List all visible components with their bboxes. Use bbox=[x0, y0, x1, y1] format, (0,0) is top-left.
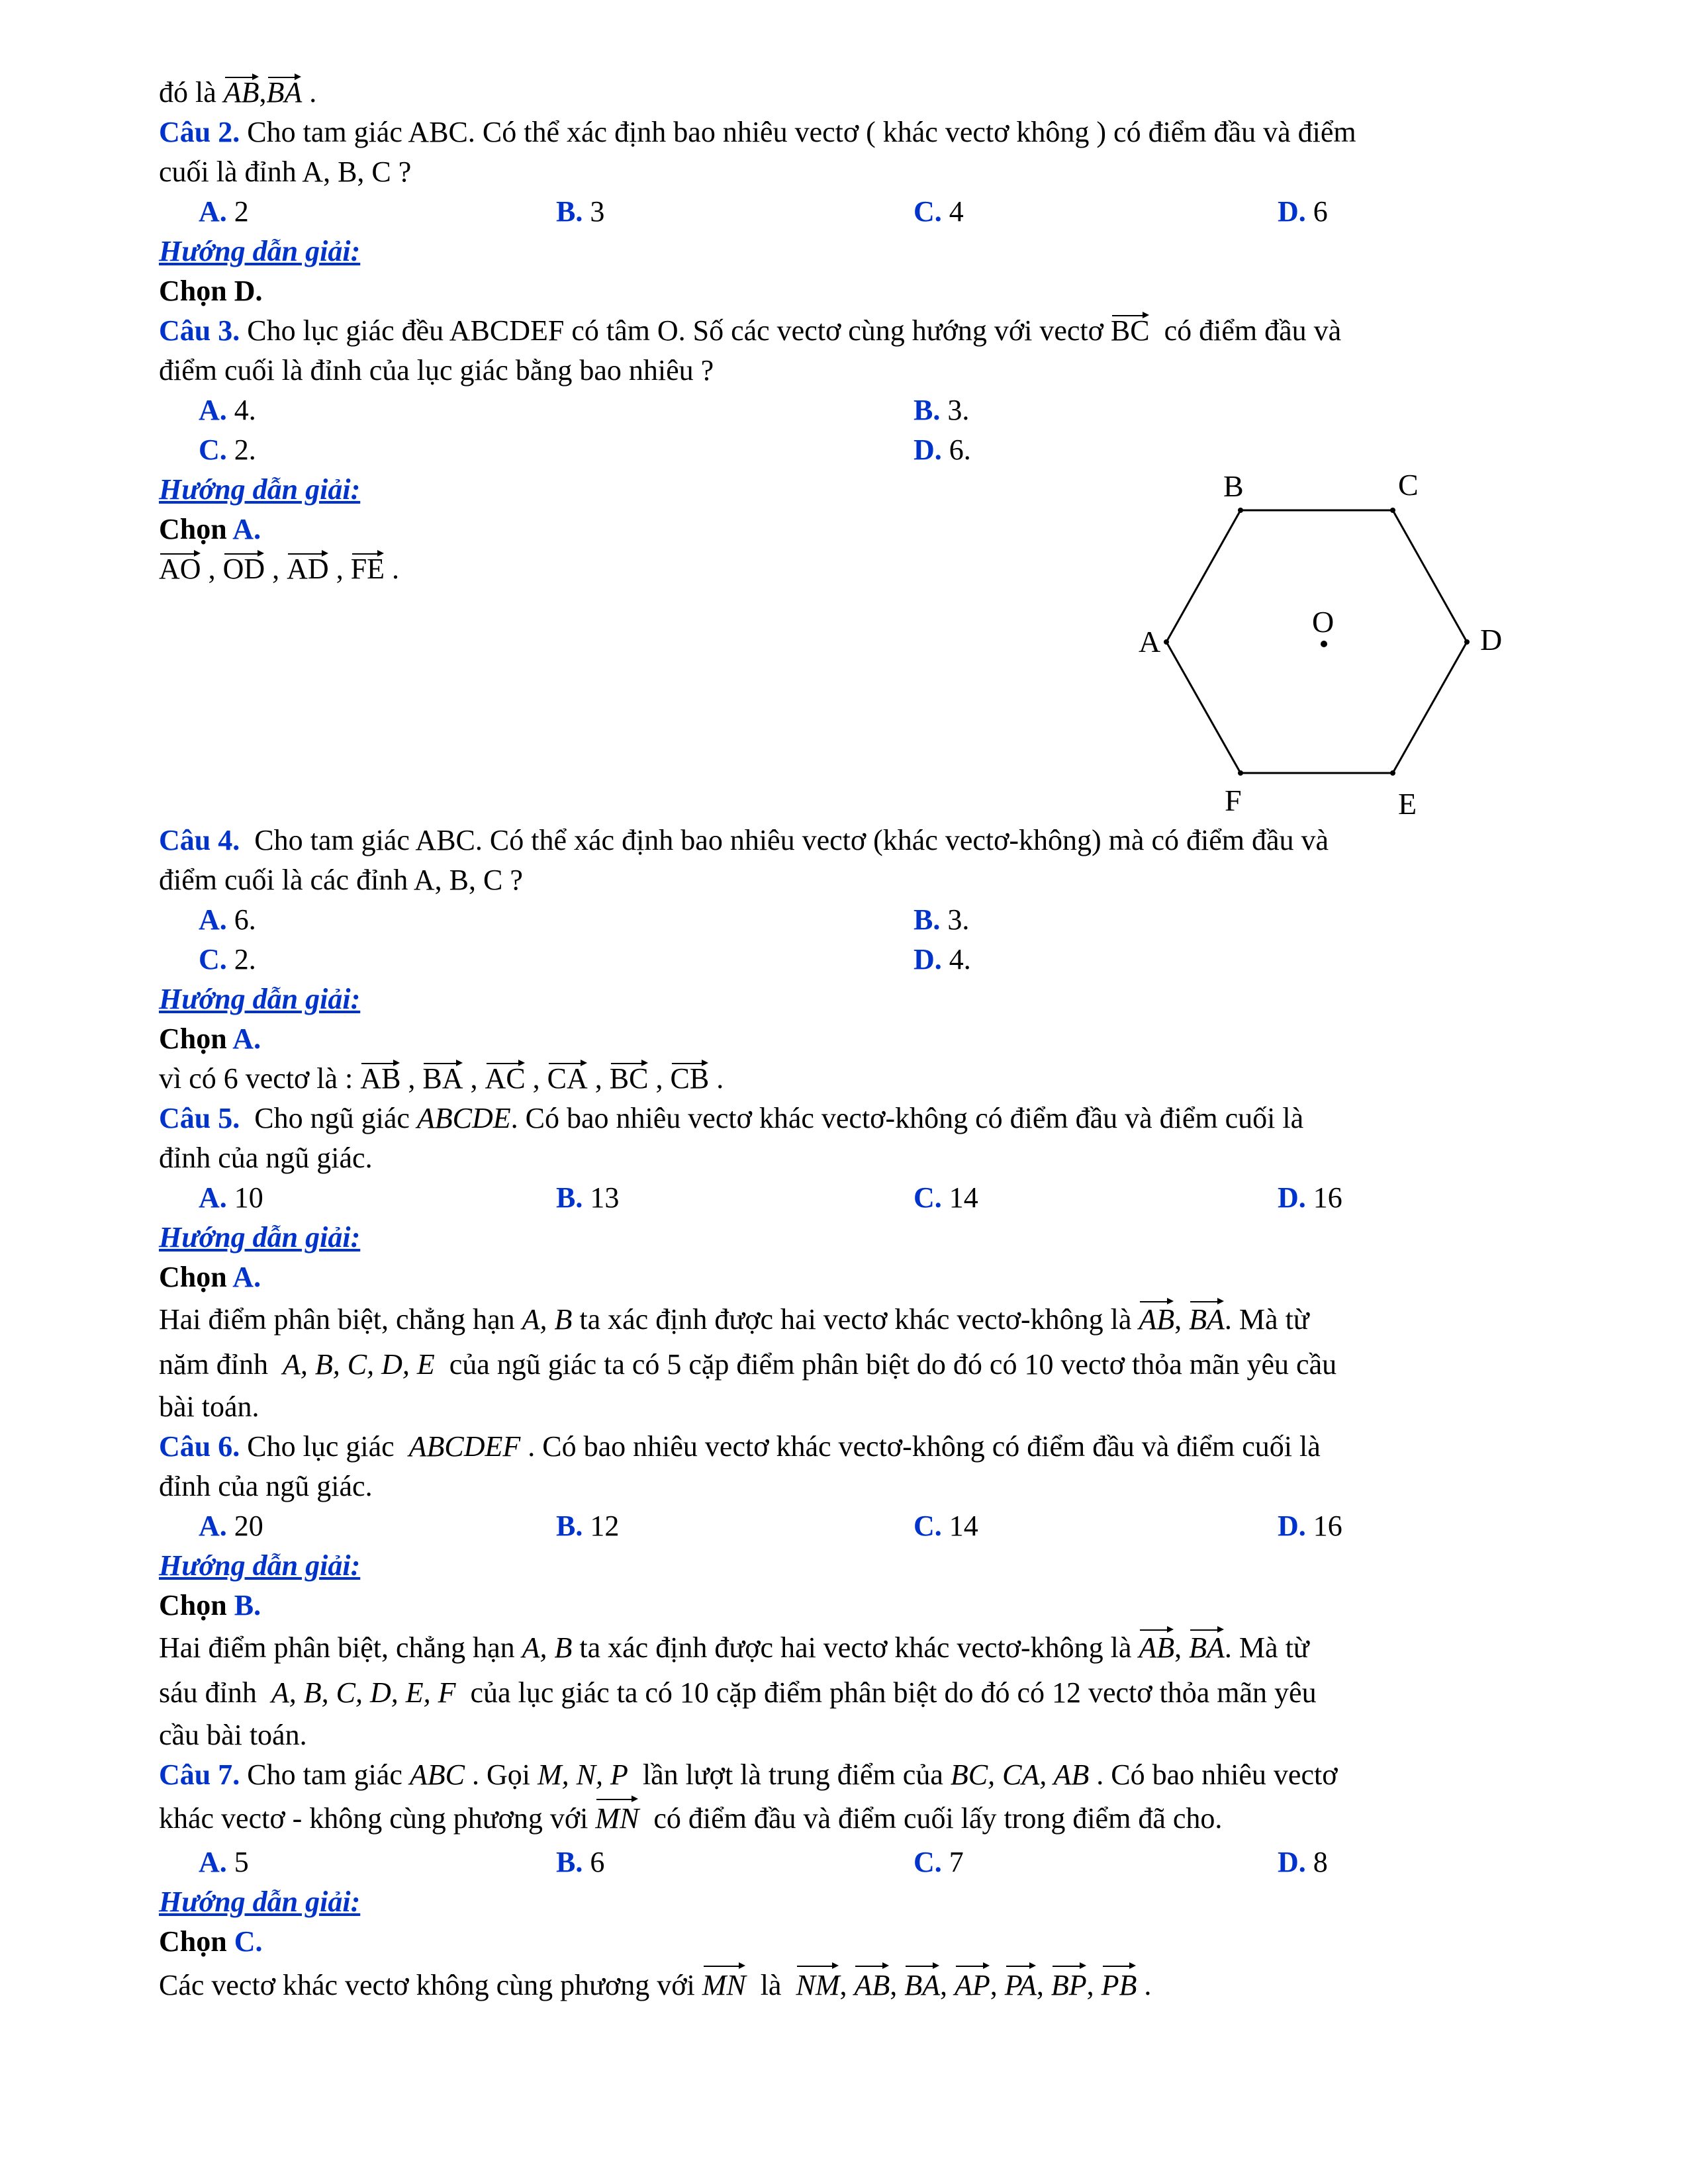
explanation-line: sáu đỉnh A, B, C, D, E, F của lục giác ta có 10 cặp điểm phân biệt do đó có 12 vectơ thỏa mãn yêu bbox=[159, 1676, 1317, 1709]
label-a: A bbox=[1139, 625, 1161, 659]
vector-od: OD bbox=[223, 549, 265, 589]
label-e: E bbox=[1398, 787, 1417, 821]
hexagon-figure bbox=[1112, 457, 1575, 827]
vector-ab: AB bbox=[1139, 1297, 1174, 1342]
center-o-dot bbox=[1321, 641, 1327, 647]
vector-cb: CB bbox=[671, 1059, 710, 1099]
label-d: D bbox=[1480, 623, 1503, 657]
option-c[interactable]: C. 4 bbox=[914, 195, 964, 228]
option-d[interactable]: D. 6. bbox=[914, 433, 971, 466]
vector-ab: AB bbox=[1139, 1625, 1174, 1670]
guide-heading: Hướng dẫn giải: bbox=[159, 473, 361, 506]
vector-ad: AD bbox=[287, 549, 329, 589]
answer-line: Chọn A. bbox=[159, 1023, 261, 1055]
guide-heading: Hướng dẫn giải: bbox=[159, 1221, 361, 1253]
question-5-label: Câu 5. bbox=[159, 1102, 240, 1134]
question-3-options-row1 bbox=[159, 390, 1569, 430]
question-2-label: Câu 2. bbox=[159, 116, 240, 148]
vector-ab: AB bbox=[360, 1059, 400, 1099]
option-a[interactable]: A. 6. bbox=[199, 903, 256, 936]
answer-vectors: AO , OD , AD , FE . bbox=[159, 549, 1569, 589]
conclusion-line: Các vectơ khác vectơ không cùng phương với MN là NM, AB, BA, AP, PA, BP, PB . bbox=[159, 1962, 1569, 2009]
vector-ab: AB bbox=[854, 1962, 890, 2009]
question-7: Câu 7. Cho tam giác ABC . Gọi M, N, P lần lượt là trung điểm của BC, CA, AB . Có bao nhiêu vectơ khác vectơ - không cùng phương với MN có điểm đầu và điểm cuối lấy trong điểm đã cho. A. 5 B. 6 C. 7 D. 8 Hướng dẫn giải: Chọn C. Các vectơ khác vectơ không cùng phương với MN là NM, AB, BA, AP, PA, BP, PB . bbox=[159, 1755, 1569, 2009]
option-d[interactable]: D. 4. bbox=[914, 943, 971, 976]
vector-ba: BA bbox=[267, 73, 303, 113]
option-c[interactable]: C. 14 bbox=[914, 1181, 978, 1214]
hexagon-shape bbox=[1166, 510, 1467, 773]
guide-heading: Hướng dẫn giải: bbox=[159, 235, 361, 267]
vector-pb: PB bbox=[1102, 1962, 1137, 2009]
option-a[interactable]: A. 4. bbox=[199, 394, 256, 426]
option-c[interactable]: C. 14 bbox=[914, 1510, 978, 1542]
document-page bbox=[159, 73, 1569, 2009]
vector-nm: NM bbox=[796, 1962, 839, 2009]
vector-ba: BA bbox=[1189, 1297, 1225, 1342]
vector-ac: AC bbox=[485, 1059, 526, 1099]
option-d[interactable]: D. 16 bbox=[1278, 1181, 1342, 1214]
vector-ab: AB bbox=[224, 73, 259, 113]
vertex-d-dot bbox=[1464, 639, 1470, 645]
question-6-options bbox=[159, 1506, 1569, 1546]
label-f: F bbox=[1225, 784, 1242, 817]
vector-ao: AO bbox=[159, 549, 201, 589]
vector-fe: FE bbox=[351, 549, 385, 589]
option-b[interactable]: B. 3. bbox=[914, 903, 970, 936]
option-c[interactable]: C. 2. bbox=[199, 433, 256, 466]
vertex-f-dot bbox=[1238, 770, 1243, 776]
guide-heading: Hướng dẫn giải: bbox=[159, 983, 361, 1015]
vertex-b-dot bbox=[1238, 508, 1243, 513]
answer-explanation: vì có 6 vectơ là : AB , BA , AC , CA , BC , CB . bbox=[159, 1059, 1569, 1099]
explanation-line: cầu bài toán. bbox=[159, 1719, 307, 1751]
label-b: B bbox=[1223, 469, 1244, 503]
vector-mn: MN bbox=[702, 1962, 746, 2009]
question-3-label: Câu 3. bbox=[159, 314, 240, 347]
vector-ba: BA bbox=[1189, 1625, 1225, 1670]
option-a[interactable]: A. 20 bbox=[199, 1510, 263, 1542]
vector-ba: BA bbox=[422, 1059, 463, 1099]
label-o: O bbox=[1312, 605, 1335, 639]
option-d[interactable]: D. 6 bbox=[1278, 195, 1328, 228]
question-2 bbox=[159, 113, 1569, 311]
option-b[interactable]: B. 3 bbox=[556, 195, 605, 228]
explanation-line: năm đỉnh A, B, C, D, E của ngũ giác ta có 5 cặp điểm phân biệt do đó có 10 vectơ thỏa mãn yêu cầu bbox=[159, 1348, 1337, 1381]
explanation-line: bài toán. bbox=[159, 1390, 259, 1423]
option-d[interactable]: D. 8 bbox=[1278, 1846, 1328, 1878]
option-b[interactable]: B. 6 bbox=[556, 1846, 605, 1878]
vector-mn: MN bbox=[595, 1795, 639, 1843]
vector-ca: CA bbox=[547, 1059, 588, 1099]
question-7-options bbox=[159, 1843, 1569, 1882]
question-5: Câu 5. Cho ngũ giác ABCDE. Có bao nhiêu vectơ khác vectơ-không có điểm đầu và điểm cuối là đỉnh của ngũ giác. A. 10 B. 13 C. 14 D. 16 Hướng dẫn giải: Chọn A. Hai điểm phân biệt, chẳng hạn A, B ta xác định được hai vectơ khác vectơ-không là AB, BA. Mà từ năm đỉnh A, B, C, D, E của ngũ giác ta có 5 cặp điểm phân biệt do đó có 10 vectơ thỏa mãn yêu cầu bài toán. bbox=[159, 1099, 1569, 1427]
guide-heading: Hướng dẫn giải: bbox=[159, 1549, 361, 1582]
vector-pa: PA bbox=[1005, 1962, 1037, 2009]
question-6-label: Câu 6. bbox=[159, 1430, 240, 1463]
option-b[interactable]: B. 3. bbox=[914, 394, 970, 426]
option-a[interactable]: A. 10 bbox=[199, 1181, 263, 1214]
vector-bc: BC bbox=[610, 1059, 649, 1099]
option-a[interactable]: A. 5 bbox=[199, 1846, 249, 1878]
vector-ap: AP bbox=[955, 1962, 990, 2009]
vector-ba: BA bbox=[904, 1962, 940, 2009]
option-c[interactable]: C. 7 bbox=[914, 1846, 964, 1878]
option-b[interactable]: B. 12 bbox=[556, 1510, 620, 1542]
vector-bc: BC bbox=[1111, 311, 1150, 351]
option-d[interactable]: D. 16 bbox=[1278, 1510, 1342, 1542]
option-b[interactable]: B. 13 bbox=[556, 1181, 620, 1214]
option-a[interactable]: A. 2 bbox=[199, 195, 249, 228]
answer-line: Chọn A. bbox=[159, 513, 261, 545]
intro-text: đó là bbox=[159, 76, 216, 109]
question-3: Câu 3. Cho lục giác đều ABCDEF có tâm O. Số các vectơ cùng hướng với vectơ BC có điểm đầu và điểm cuối là đỉnh của lục giác bằng bao nhiêu ? A. 4. B. 3. C. 2. D. 6. Hướng dẫn giải: Chọn A. AO , OD , AD , FE . bbox=[159, 311, 1569, 589]
question-4-options-row1 bbox=[159, 900, 1569, 940]
question-4-options-row2 bbox=[159, 940, 1569, 979]
option-c[interactable]: C. 2. bbox=[199, 943, 256, 976]
vector-bp: BP bbox=[1051, 1962, 1087, 2009]
answer-line: Chọn A. bbox=[159, 1261, 261, 1293]
question-2-text-cont: cuối là đỉnh A, B, C ? bbox=[159, 156, 412, 188]
question-5-options bbox=[159, 1178, 1569, 1218]
answer-line: Chọn D. bbox=[159, 275, 263, 307]
guide-heading: Hướng dẫn giải: bbox=[159, 1886, 361, 1918]
question-2-options bbox=[159, 192, 1569, 232]
question-2-text: Cho tam giác ABC. Có thể xác định bao nhiêu vectơ ( khác vectơ không ) có điểm đầu và điểm bbox=[247, 116, 1356, 148]
explanation-line: Hai điểm phân biệt, chẳng hạn A, B ta xác định được hai vectơ khác vectơ-không là AB, BA. Mà từ bbox=[159, 1297, 1569, 1342]
explanation-line: Hai điểm phân biệt, chẳng hạn A, B ta xác định được hai vectơ khác vectơ-không là AB, BA. Mà từ bbox=[159, 1625, 1569, 1670]
question-4: Câu 4. Cho tam giác ABC. Có thể xác định bao nhiêu vectơ (khác vectơ-không) mà có điểm đầu và điểm cuối là các đỉnh A, B, C ? A. 6. B. 3. C. 2. D. 4. Hướng dẫn giải: Chọn A. vì có 6 vectơ là : AB , BA , AC , CA , BC , CB . bbox=[159, 821, 1569, 1099]
vertex-e-dot bbox=[1390, 770, 1395, 776]
label-c: C bbox=[1398, 468, 1419, 502]
answer-line: Chọn B. bbox=[159, 1589, 261, 1621]
question-7-label: Câu 7. bbox=[159, 1758, 240, 1791]
question-6: Câu 6. Cho lục giác ABCDEF . Có bao nhiêu vectơ khác vectơ-không có điểm đầu và điểm cuối là đỉnh của ngũ giác. A. 20 B. 12 C. 14 D. 16 Hướng dẫn giải: Chọn B. Hai điểm phân biệt, chẳng hạn A, B ta xác định được hai vectơ khác vectơ-không là AB, BA. Mà từ sáu đỉnh A, B, C, D, E, F của lục giác ta có 10 cặp điểm phân biệt do đó có 12 vectơ thỏa mãn yêu cầu bài toán. bbox=[159, 1427, 1569, 1755]
intro-line: đó là AB,BA . bbox=[159, 73, 1569, 113]
vertex-c-dot bbox=[1390, 508, 1395, 513]
answer-line: Chọn C. bbox=[159, 1925, 263, 1958]
question-4-label: Câu 4. bbox=[159, 824, 240, 856]
vertex-a-dot bbox=[1164, 639, 1169, 645]
